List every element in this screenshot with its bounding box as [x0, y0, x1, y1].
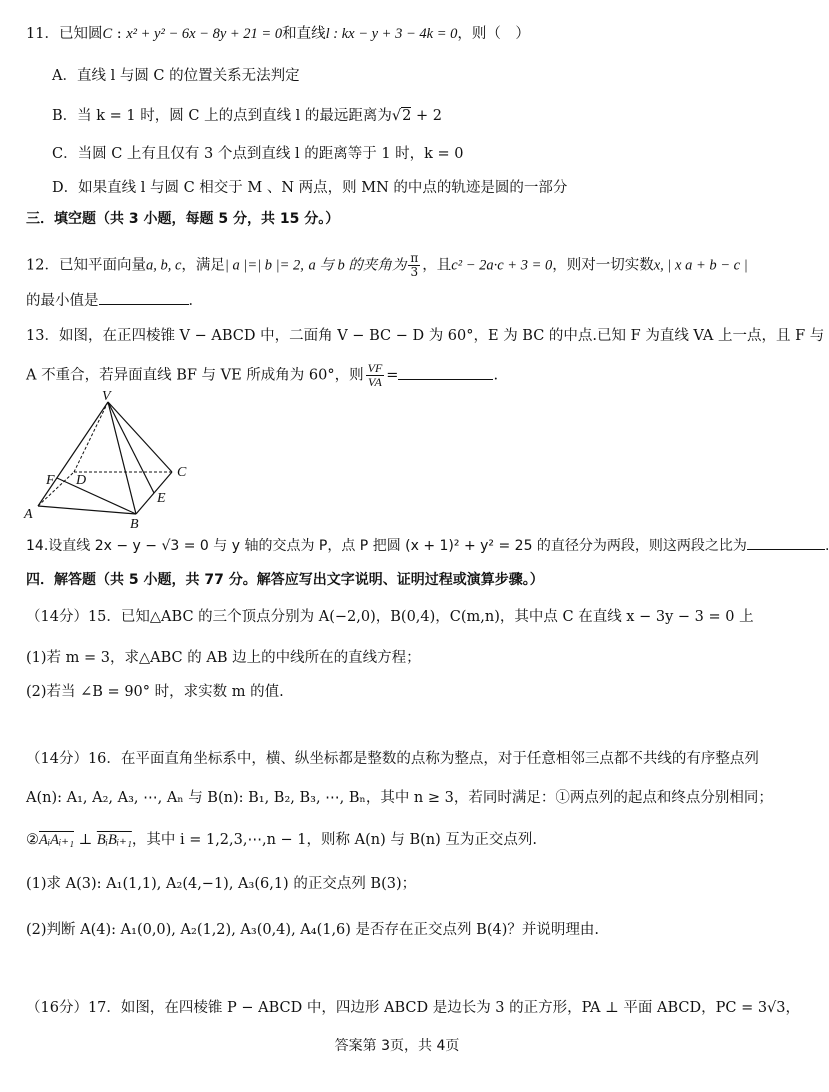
section-3-heading: 三．填空题（共 3 小题，每题 5 分，共 15 分。） — [26, 211, 340, 227]
label-B: B — [130, 517, 139, 532]
edge-VA — [38, 402, 108, 506]
q16-part2: (2)判断 A(4): A₁(0,0), A₂(1,2), A₃(0,4), A₄(1,6) 是否存在正交点列 B(4)？并说明理由. — [26, 922, 599, 938]
q15-part2: (2)若当 ∠B = 90° 时，求实数 m 的值. — [26, 684, 284, 700]
page-footer: 答案第 3页，共 4页 — [334, 1038, 460, 1054]
label-E: E — [157, 491, 166, 506]
q15-part1: (1)若 m = 3，求△ABC 的 AB 边上的中线所在的直线方程； — [26, 650, 421, 666]
q16-line2: A(n): A₁, A₂, A₃, ⋯, Aₙ 与 B(n): B₁, B₂, B₃, ⋯, Bₙ，其中 n ≥ 3，若同时满足：①两点列的起点和终点分别相同； — [26, 790, 773, 806]
q11-option-c: C．当圆 C 上有且仅有 3 个点到直线 l 的距离等于 1 时，k = 0 — [52, 146, 464, 162]
q15-stem: （14分）15．已知△ABC 的三个顶点分别为 A(−2,0)，B(0,4)，C(m,n)，其中点 C 在直线 x − 3y − 3 = 0 上 — [26, 609, 754, 625]
q12-line2: 的最小值是 ． — [26, 290, 203, 311]
q12-angle-fraction: $\frac{\pi}{3}$ — [410, 251, 419, 279]
edge-AD — [38, 472, 74, 506]
q16-part1: (1)求 A(3): A₁(1,1), A₂(4,−1), A₃(6,1) 的正交点列 B(3)； — [26, 876, 417, 892]
q16-line3: ②AᵢAᵢ₊₁ ⊥ BᵢBᵢ₊₁，其中 i = 1,2,3,⋯,n − 1，则称 A(n) 与 B(n) 互为正交点列. — [26, 832, 537, 848]
label-V: V — [102, 389, 111, 404]
label-D: D — [76, 473, 87, 488]
q14-answer-blank[interactable] — [747, 535, 825, 550]
q13-line2: A 不重合，若异面直线 BF 与 VE 所成角为 60°，则 $\frac{VF}{VA}$ = . — [26, 361, 499, 389]
pyramid-figure — [20, 388, 200, 533]
label-F: F — [46, 473, 55, 488]
q11-option-d: D．如果直线 l 与圆 C 相交于 M 、N 两点，则 MN 的中点的轨迹是圆的一部分 — [52, 180, 568, 196]
q12-stem: 12．已知平面向量a, b, c，满足| a |=| b |= 2, a 与 b 的夹角为 $\frac{\pi}{3}$ ，且c² − 2a·c + 3 = 0，则对一切实数x, | x a + b − c | — [26, 251, 748, 279]
edge-VC — [108, 402, 172, 472]
q11-stem: 11．已知圆C : x² + y² − 6x − 8y + 21 = 0和直线l : kx − y + 3 − 4k = 0，则（ ） — [26, 26, 530, 42]
q11-option-a: A．直线 l 与圆 C 的位置关系无法判定 — [52, 68, 300, 84]
edge-VB — [108, 402, 136, 514]
q14-stem: 14.设直线 2x − y − √3 = 0 与 y 轴的交点为 P，点 P 把圆 (x + 1)² + y² = 25 的直径分为两段，则这两段之比为 . — [26, 535, 829, 556]
section-4-heading: 四．解答题（共 5 小题，共 77 分。解答应写出文字说明、证明过程或演算步骤。） — [26, 572, 544, 588]
label-C: C — [177, 465, 187, 480]
q17-stem: （16分）17．如图，在四棱锥 P − ABCD 中，四边形 ABCD 是边长为 3 的正方形，PA ⊥ 平面 ABCD，PC = 3√3， — [26, 1000, 801, 1016]
edge-VE — [108, 402, 154, 493]
edge-BC — [136, 472, 172, 514]
q13-answer-blank[interactable] — [398, 365, 493, 380]
q11-option-b: B．当 k = 1 时，圆 C 上的点到直线 l 的最远距离为√2 + 2 — [52, 108, 442, 124]
q12-answer-blank[interactable] — [99, 290, 189, 305]
label-A: A — [24, 507, 33, 522]
q13-ratio-fraction: $\frac{VF}{VA}$ — [367, 361, 383, 389]
q13-line1: 13．如图，在正四棱锥 V − ABCD 中，二面角 V − BC − D 为 60°，E 为 BC 的中点.已知 F 为直线 VA 上一点，且 F 与 — [26, 328, 825, 344]
q16-stem: （14分）16．在平面直角坐标系中，横、纵坐标都是整数的点称为整点，对于任意相邻三点都不共线的有序整点列 — [26, 751, 759, 767]
edge-VD — [74, 402, 108, 472]
